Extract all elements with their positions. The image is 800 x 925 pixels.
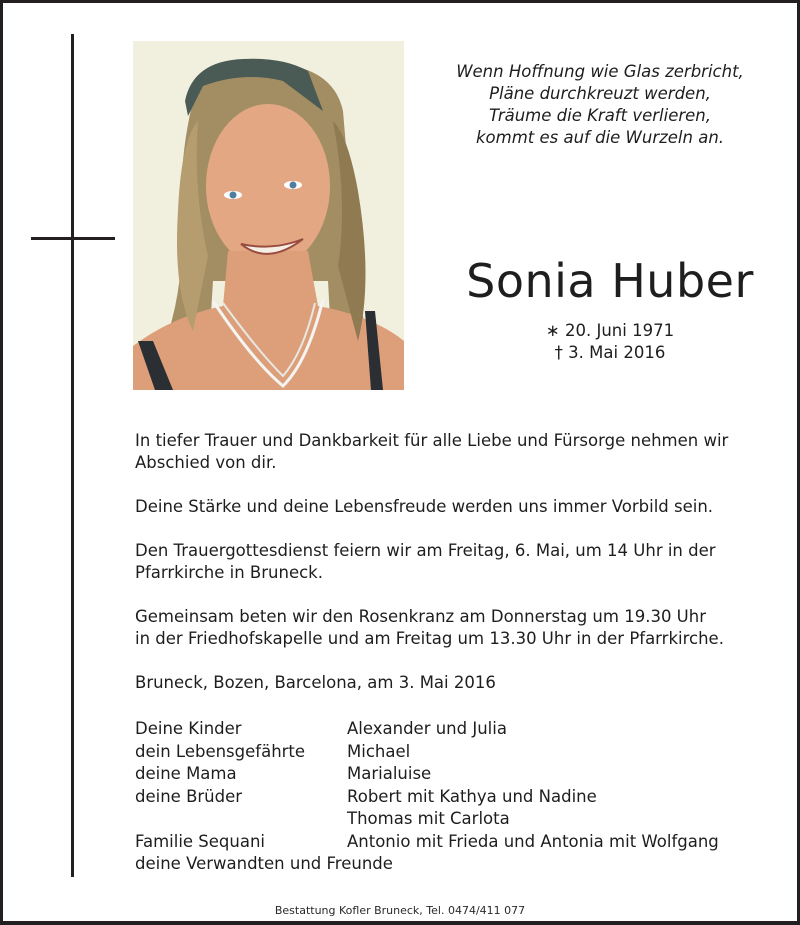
portrait-illustration	[133, 41, 404, 390]
mourner-names: Marialuise	[347, 764, 432, 783]
mourner-row	[135, 831, 719, 854]
funeral-home-credit: Bestattung Kofler Bruneck, Tel. 0474/411 077	[274, 904, 526, 917]
mourner-names: Thomas mit Carlota	[347, 809, 510, 828]
text-line: Gemeinsam beten wir den Rosenkranz am Donnerstag um 19.30 Uhr	[135, 607, 706, 626]
poem-line: Pläne durchkreuzt werden,	[489, 84, 711, 103]
mourner-names: Michael	[347, 741, 411, 761]
poem-line: Träume die Kraft verlieren,	[489, 106, 711, 125]
mourner-row	[135, 718, 719, 741]
mourner-relation: Familie Sequani	[135, 831, 266, 851]
mourner-row	[135, 741, 719, 764]
mourner-row	[135, 853, 719, 876]
deceased-name: Sonia Huber	[466, 254, 754, 308]
mourner-relation: Deine Kinder	[135, 719, 242, 738]
paragraph-gratitude	[135, 430, 785, 474]
text-line: in der Friedhofskapelle und am Freitag um 13.30 Uhr in der Pfarrkirche.	[135, 629, 724, 648]
life-dates	[420, 320, 800, 364]
mourner-row	[135, 763, 719, 786]
text-line: Abschied von dir.	[135, 453, 277, 472]
death-date: † 3. Mai 2016	[554, 343, 666, 362]
text-line: Deine Stärke und deine Lebensfreude werden uns immer Vorbild sein.	[135, 497, 714, 516]
cross-icon-vertical-bar	[71, 34, 74, 877]
birth-date: ∗ 20. Juni 1971	[545, 321, 675, 340]
mourner-names: Antonio mit Frieda und Antonia mit Wolfgang	[347, 831, 719, 851]
paragraph-funeral-service	[135, 540, 785, 584]
cross-icon-horizontal-bar	[31, 237, 115, 240]
mourner-relation: deine Verwandten und Freunde	[135, 854, 393, 873]
mourner-names: Alexander und Julia	[347, 719, 507, 738]
poem-line: Wenn Hoffnung wie Glas zerbricht,	[456, 62, 744, 81]
mourner-relation: deine Brüder	[135, 786, 243, 806]
paragraph-place-date	[135, 672, 785, 694]
text-line: Den Trauergottesdienst feiern wir am Freitag, 6. Mai, um 14 Uhr in der	[135, 541, 716, 560]
mourner-relation	[135, 808, 347, 831]
text-line: Bruneck, Bozen, Barcelona, am 3. Mai 2016	[135, 673, 496, 692]
mourner-row	[135, 786, 719, 809]
mourner-names: Robert mit Kathya und Nadine	[347, 786, 597, 806]
announcement-text	[135, 430, 785, 716]
mourner-relation: deine Mama	[135, 764, 237, 783]
poem-line: kommt es auf die Wurzeln an.	[475, 128, 725, 147]
mourners-list	[135, 718, 719, 876]
mourner-relation: dein Lebensgefährte	[135, 741, 306, 761]
text-line: Pfarrkirche in Bruneck.	[135, 563, 323, 582]
paragraph-rosary	[135, 606, 785, 650]
portrait-photo	[133, 41, 404, 390]
memorial-poem	[420, 61, 780, 149]
mourner-row	[135, 808, 719, 831]
text-line: In tiefer Trauer und Dankbarkeit für alle Liebe und Fürsorge nehmen wir	[135, 431, 729, 450]
paragraph-strength	[135, 496, 785, 518]
